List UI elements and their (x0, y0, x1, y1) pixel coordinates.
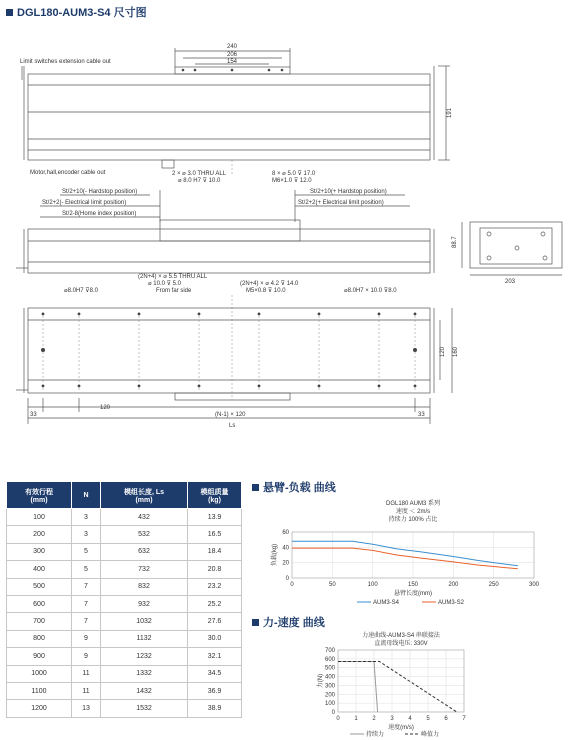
hole-note-1a: 2 × ⌀ 3.0 THRU ALL (172, 171, 227, 177)
table-cell: 632 (101, 543, 188, 560)
table-cell: 30.0 (188, 630, 242, 647)
table-cell: 9 (72, 648, 101, 665)
table-cell: 1432 (101, 682, 188, 699)
limit-cable-label: Limit switches extension cable out (20, 59, 111, 65)
chart-title-line: 速度 ＜ 2m/s (395, 509, 431, 515)
y-tick-label: 600 (324, 656, 335, 663)
x-tick-label: 1 (354, 716, 358, 722)
y-tick-label: 300 (324, 683, 335, 690)
section-square-icon (252, 484, 259, 491)
x-tick-label: 300 (528, 582, 540, 588)
x-axis-label: 悬臂长度(mm) (394, 591, 432, 597)
hole-note-3a: (2N+4) × ⌀ 5.5 THRU ALL (138, 274, 208, 280)
hole-note-1b: ⌀ 8.0 H7 ⊽ 10.0 (178, 178, 221, 184)
pin-right: ⌀8.0H7 × 10.0 ⊽8.0 (344, 288, 397, 294)
table-header-row (7, 482, 242, 509)
x-axis-label: 速度(m/s) (388, 725, 414, 731)
table-row (7, 578, 242, 595)
hardstop-right: St/2+10(+ Hardstop position) (310, 189, 387, 195)
dim-88-7: 88.7 (452, 236, 458, 248)
force-section-text: 力-速度 曲线 (263, 617, 325, 629)
table-row (7, 665, 242, 682)
table-cell: 200 (7, 526, 72, 543)
table-row (7, 543, 242, 560)
table-cell: 25.2 (188, 595, 242, 612)
table-cell: 1000 (7, 665, 72, 682)
table-cell: 600 (7, 595, 72, 612)
pin-left: ⌀8.0H7 ⊽8.0 (64, 288, 99, 294)
table-cell: 7 (72, 613, 101, 630)
table-row (7, 526, 242, 543)
y-tick-label: 100 (324, 701, 335, 708)
x-tick-label: 200 (448, 582, 459, 588)
x-tick-label: 50 (328, 582, 336, 588)
hole-note-3b: ⌀ 10.0 ⊽ 5.0 (148, 281, 182, 287)
x-tick-label: 150 (407, 582, 419, 588)
x-tick-label: 100 (367, 582, 378, 588)
chart-title-line: 直流母线电压: 330V (374, 641, 428, 647)
header-n: N (72, 482, 101, 509)
table-cell: 7 (72, 595, 101, 612)
table-cell: 34.5 (188, 665, 242, 682)
table-cell: 1532 (101, 700, 188, 717)
table-row (7, 595, 242, 612)
legend-entry: AUM3-S4 (373, 600, 400, 606)
table-cell: 9 (72, 630, 101, 647)
table-cell: 13.9 (188, 509, 242, 526)
y-tick-label: 200 (324, 692, 335, 699)
table-cell: 300 (7, 543, 72, 560)
hardstop-left: St/2+10(- Hardstop position) (62, 189, 138, 195)
table-cell: 800 (7, 630, 72, 647)
x-tick-label: 5 (426, 716, 430, 722)
table-cell: 500 (7, 578, 72, 595)
section-square-icon (252, 619, 259, 626)
x-tick-label: 2 (372, 716, 376, 722)
home-label: St/2-8(Home index position) (62, 211, 137, 217)
hole-note-4a: (2N+4) × ⌀ 4.2 ⊽ 14.0 (240, 281, 299, 287)
legend-entry: 峰值力 (421, 732, 440, 738)
y-tick-label: 20 (282, 560, 289, 567)
header-stroke: 有效行程 (mm) (7, 482, 72, 509)
spec-table (6, 481, 242, 718)
table-cell: 400 (7, 561, 72, 578)
force-speed-chart (290, 628, 490, 738)
x-tick-label: 0 (290, 582, 294, 588)
title-square-icon (6, 9, 13, 16)
y-tick-label: 500 (324, 665, 335, 672)
table-cell: 5 (72, 561, 101, 578)
table-cell: 16.5 (188, 526, 242, 543)
series-line (338, 662, 378, 712)
hole-note-4b: M5×0.8 ⊽ 10.0 (246, 288, 286, 294)
table-cell: 732 (101, 561, 188, 578)
plot-frame (338, 650, 464, 712)
y-axis-label: 力(N) (318, 673, 324, 689)
chart-title-line: DGL180 AUM3 系列 (385, 501, 441, 507)
x-tick-label: 7 (462, 716, 466, 722)
hole-note-3c: From far side (156, 288, 192, 294)
y-tick-label: 40 (282, 545, 289, 552)
dim-33-right: 33 (418, 412, 425, 418)
table-row (7, 648, 242, 665)
x-tick-label: 0 (336, 716, 340, 722)
table-cell: 11 (72, 665, 101, 682)
table-cell: 13 (72, 700, 101, 717)
load-curve-chart (252, 492, 572, 612)
table-cell: 1232 (101, 648, 188, 665)
table-row (7, 613, 242, 630)
header-length: 模组长度, Ls (mm) (101, 482, 188, 509)
hole-note-2a: 8 × ⌀ 5.0 ⊽ 17.0 (272, 171, 316, 177)
table-cell: 3 (72, 509, 101, 526)
table-cell: 23.2 (188, 578, 242, 595)
dim-191: 191 (447, 107, 453, 118)
series-line (292, 548, 518, 569)
table-cell: 1032 (101, 613, 188, 630)
table-cell: 7 (72, 578, 101, 595)
table-row (7, 700, 242, 717)
table-cell: 532 (101, 526, 188, 543)
table-cell: 1200 (7, 700, 72, 717)
elec-right: St/2+2(+ Electrical limit position) (298, 200, 384, 206)
table-cell: 832 (101, 578, 188, 595)
table-row (7, 561, 242, 578)
dim-ls: Ls (229, 423, 236, 429)
table-cell: 36.9 (188, 682, 242, 699)
table-cell: 432 (101, 509, 188, 526)
table-cell: 38.9 (188, 700, 242, 717)
x-tick-label: 3 (390, 716, 394, 722)
table-cell: 900 (7, 648, 72, 665)
table-cell: 700 (7, 613, 72, 630)
table-cell: 20.8 (188, 561, 242, 578)
y-tick-label: 0 (285, 576, 289, 582)
dim-154: 154 (226, 59, 238, 65)
y-tick-label: 60 (282, 530, 289, 536)
load-section-text: 悬臂-负载 曲线 (263, 482, 336, 494)
y-tick-label: 400 (324, 674, 335, 681)
table-row (7, 682, 242, 699)
table-cell: 100 (7, 509, 72, 526)
y-tick-label: 700 (324, 648, 335, 654)
dim-n120: (N-1) × 120 (215, 412, 246, 418)
table-cell: 932 (101, 595, 188, 612)
dim-120-horizontal: 120 (100, 405, 111, 411)
chart-title-line: 持续力 100% 占比 (388, 517, 438, 523)
elec-left: St/2+2(- Electrical limit position) (42, 200, 127, 206)
dim-203: 203 (504, 279, 516, 285)
table-cell: 5 (72, 543, 101, 560)
table-cell: 11 (72, 682, 101, 699)
table-cell: 27.6 (188, 613, 242, 630)
dim-206: 206 (226, 52, 238, 58)
table-cell: 1100 (7, 682, 72, 699)
page-title (6, 4, 147, 20)
dim-160: 160 (453, 346, 459, 357)
table-row (7, 630, 242, 647)
table-cell: 32.1 (188, 648, 242, 665)
table-cell: 1332 (101, 665, 188, 682)
dim-33-left: 33 (30, 412, 37, 418)
x-tick-label: 6 (444, 716, 448, 722)
dim-240: 240 (226, 44, 238, 50)
legend-entry: AUM3-S2 (438, 600, 465, 606)
chart-title-line: 力速曲线-AUM3-S4 串联接法 (362, 633, 440, 639)
dimension-drawing (0, 20, 578, 460)
hole-note-2b: M6×1.0 ⊽ 12.0 (272, 178, 312, 184)
table-row (7, 509, 242, 526)
x-tick-label: 4 (408, 716, 412, 722)
dim-120-vertical: 120 (440, 346, 446, 357)
page-title-text: DGL180-AUM3-S4 尺寸图 (17, 7, 147, 19)
top-view-body (28, 74, 430, 160)
table-cell: 18.4 (188, 543, 242, 560)
series-line (292, 541, 518, 566)
y-tick-label: 0 (331, 710, 335, 716)
table-cell: 1132 (101, 630, 188, 647)
x-tick-label: 250 (488, 582, 499, 588)
y-axis-label: 负载(kg) (272, 543, 278, 567)
table-cell: 3 (72, 526, 101, 543)
header-mass: 模组质量 (kg) (188, 482, 242, 509)
legend-entry: 持续力 (366, 732, 385, 738)
motor-cable-label: Motor,hall,encoder cable out (30, 170, 106, 176)
